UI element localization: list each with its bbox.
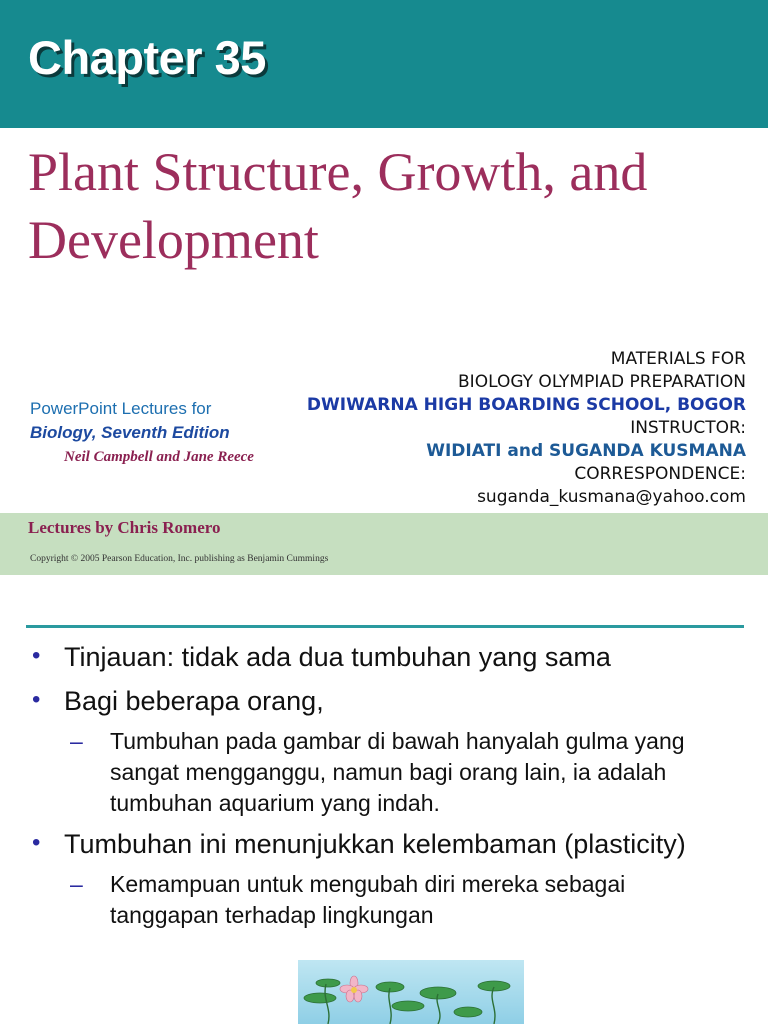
bullet-item <box>28 684 728 718</box>
slide-title: Plant Structure, Growth, and Development <box>28 142 648 270</box>
sub-bullet-item <box>28 869 728 931</box>
ppt-credit-block <box>30 398 330 468</box>
bullet-text: Bagi beberapa orang, <box>64 686 324 716</box>
sub-bullet-text: Tumbuhan pada gambar di bawah hanyalah gulma yang sangat mengganggu, namun bagi orang lain, ia adalah tumbuhan aquarium yang indah. <box>110 728 685 816</box>
email-address: suganda_kusmana@yahoo.com <box>477 487 746 507</box>
instructor-names: WIDIATI and SUGANDA KUSMANA <box>426 441 746 461</box>
sub-bullet-text: Kemampuan untuk mengubah diri mereka sebagai tanggapan terhadap lingkungan <box>110 871 626 928</box>
divider <box>26 625 744 628</box>
ppt-line1: PowerPoint Lectures for <box>30 399 212 418</box>
school-name: DWIWARNA HIGH BOARDING SCHOOL, BOGOR <box>306 395 746 415</box>
materials-line1: MATERIALS FOR <box>610 349 746 369</box>
dash-icon: – <box>70 728 83 754</box>
dash-icon: – <box>70 871 83 897</box>
ppt-authors: Neil Campbell and Jane Reece <box>64 449 254 465</box>
materials-block <box>266 348 746 509</box>
bullet-icon: • <box>32 642 41 669</box>
bullet-item <box>28 827 728 861</box>
sub-bullet-item <box>28 726 728 819</box>
bullet-list <box>28 640 728 939</box>
correspondence-label: CORRESPONDENCE: <box>574 464 746 484</box>
bullet-icon: • <box>32 686 41 713</box>
chapter-title: Chapter 35 <box>28 31 266 84</box>
instructor-label: INSTRUCTOR: <box>630 418 746 438</box>
lectures-by: Lectures by Chris Romero <box>28 518 221 537</box>
bullet-text: Tinjauan: tidak ada dua tumbuhan yang sama <box>64 642 611 672</box>
bullet-icon: • <box>32 829 41 856</box>
bullet-item <box>28 640 728 674</box>
bullet-text: Tumbuhan ini menunjukkan kelembaman (plasticity) <box>64 829 686 859</box>
materials-line2: BIOLOGY OLYMPIAD PREPARATION <box>458 372 746 392</box>
copyright: Copyright © 2005 Pearson Education, Inc. publishing as Benjamin Cummings <box>30 554 329 564</box>
ppt-line2: Biology, Seventh Edition <box>30 423 230 442</box>
aquatic-plant-image <box>298 960 524 1024</box>
